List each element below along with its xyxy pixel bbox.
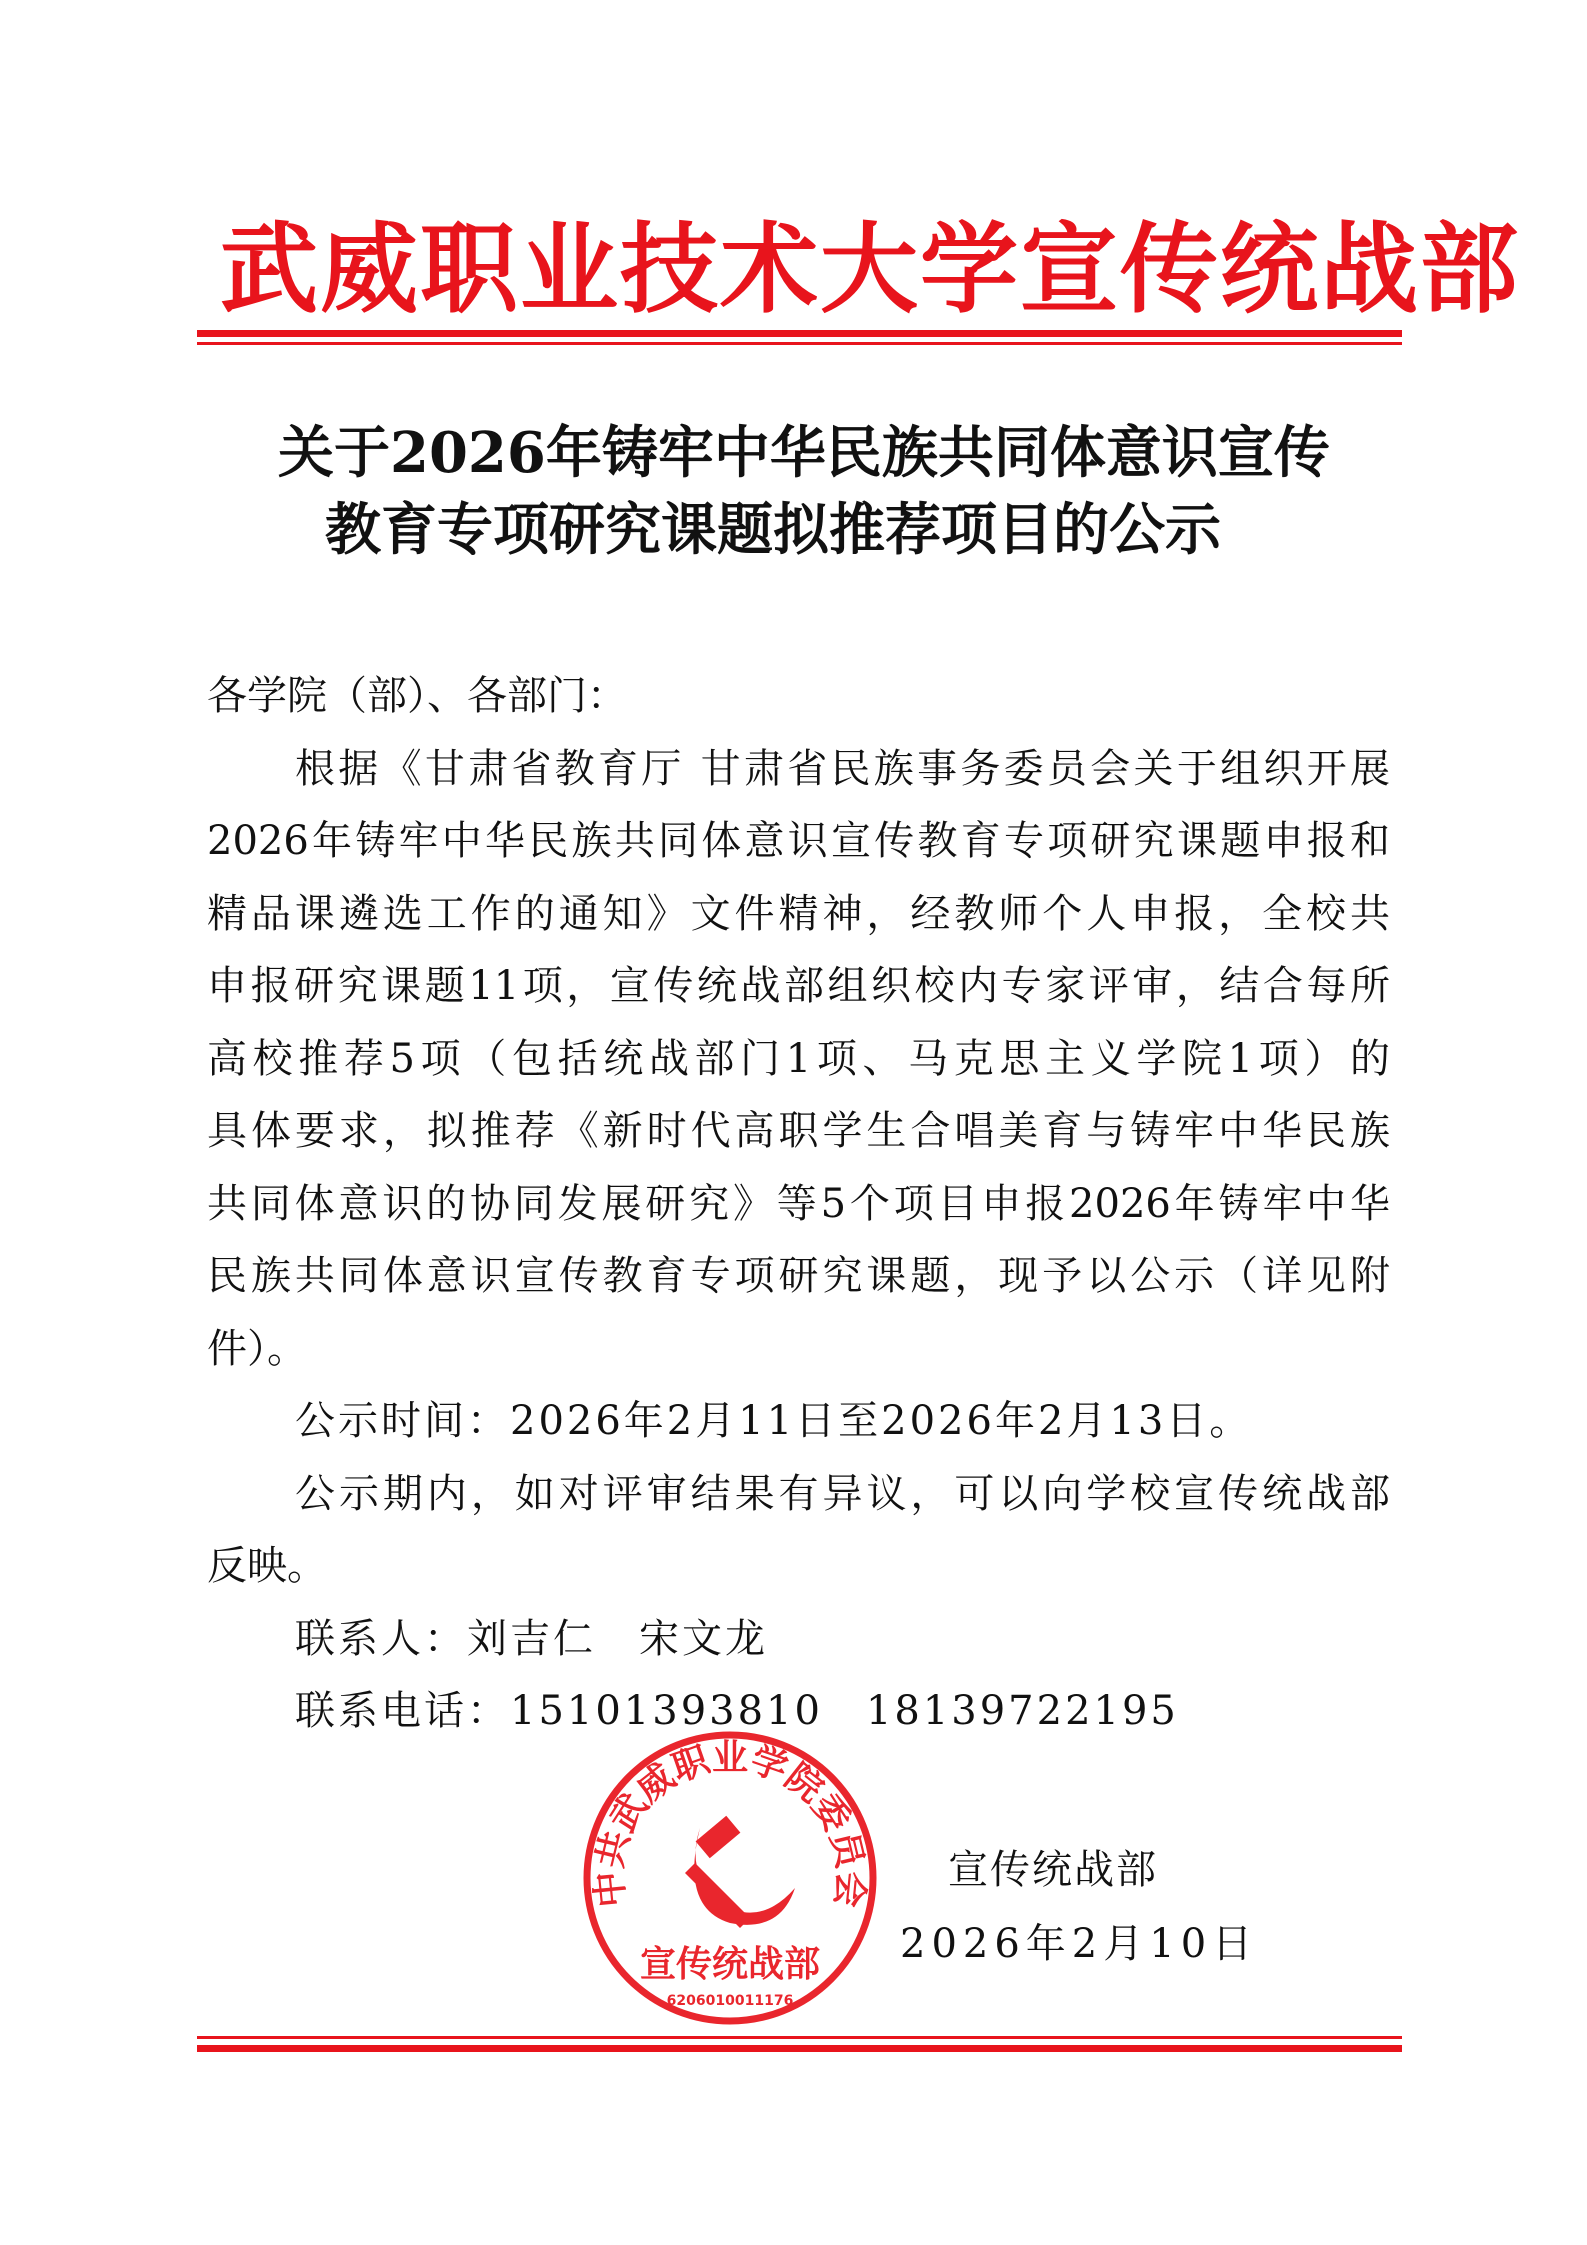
paragraph-line: 民族共同体意识宣传教育专项研究课题，现予以公示（详见附 <box>207 1253 1390 1299</box>
org-letterhead: 武威职业技术大学宣传统战部 <box>220 212 1521 327</box>
paragraph-line: 精品课遴选工作的通知》文件精神，经教师个人申报，全校共 <box>207 890 1390 937</box>
paragraph-line: 共同体意识的协同发展研究》等5个项目申报2026年铸牢中华 <box>207 1180 1390 1227</box>
document-title-line-2: 教育专项研究课题拟推荐项目的公示 <box>325 497 1221 563</box>
objection-line: 反映。 <box>207 1543 327 1589</box>
objection-line: 公示期内，如对评审结果有异议，可以向学校宣传统战部 <box>295 1470 1390 1517</box>
document-body <box>207 660 1390 1748</box>
header-divider-thick <box>197 330 1402 337</box>
document-title-line-1: 关于2026年铸牢中华民族共同体意识宣传 <box>278 420 1330 486</box>
paragraph-line: 高校推荐5项（包括统战部门1项、马克思主义学院1项）的 <box>207 1035 1390 1082</box>
publicity-period: 公示时间：2026年2月11日至2026年2月13日。 <box>295 1398 1253 1444</box>
signature-date: 2026年2月10日 <box>900 1921 1259 1967</box>
paragraph-line: 件）。 <box>207 1325 307 1372</box>
hammer-sickle-icon <box>685 1816 795 1928</box>
signature-department: 宣传统战部 <box>948 1847 1158 1893</box>
footer-divider-thin <box>197 2036 1402 2039</box>
contact-person: 联系人：刘吉仁 宋文龙 <box>295 1615 768 1662</box>
salutation: 各学院（部）、各部门： <box>207 673 627 719</box>
paragraph-line: 根据《甘肃省教育厅 甘肃省民族事务委员会关于组织开展 <box>295 745 1390 792</box>
seal-inner-text: 宣传统战部 <box>639 1944 821 1985</box>
seal-serial: 6206010011176 <box>666 1993 794 2009</box>
header-divider-thin <box>197 342 1402 345</box>
official-seal-stamp <box>580 1728 880 2028</box>
contact-phone: 联系电话：15101393810 18139722195 <box>295 1688 1179 1734</box>
paragraph-line: 具体要求，拟推荐《新时代高职学生合唱美育与铸牢中华民族 <box>207 1108 1390 1154</box>
seal-outer-text: 中共武威职业学院委员会 <box>588 1737 872 1910</box>
paragraph-line: 申报研究课题11项，宣传统战部组织校内专家评审，结合每所 <box>207 963 1390 1009</box>
paragraph-line: 2026年铸牢中华民族共同体意识宣传教育专项研究课题申报和 <box>207 818 1390 864</box>
footer-divider-thick <box>197 2045 1402 2052</box>
